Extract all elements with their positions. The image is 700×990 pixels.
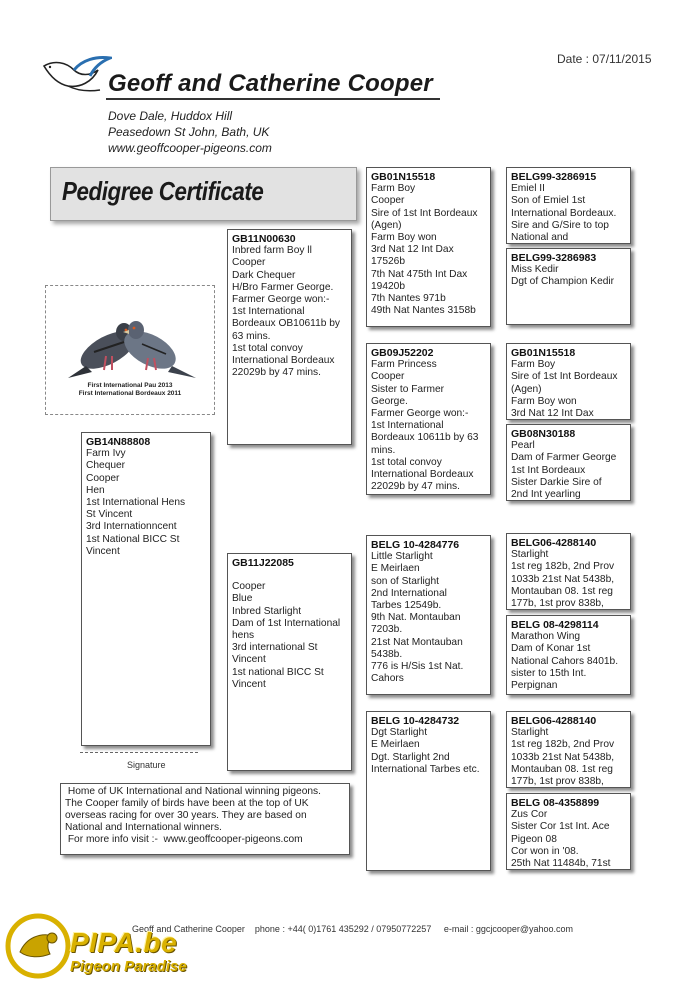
dam-line <box>232 569 347 581</box>
ggp-line: Emiel II <box>511 183 545 195</box>
sire-dam-line: 1st total convoy <box>371 456 442 468</box>
pipa-pigeon-icon <box>4 912 72 980</box>
breeder-name: Geoff and Catherine Cooper <box>108 70 433 97</box>
dam-line: 1st national BICC St <box>232 666 324 678</box>
ggp-line: 1033b 21st Nat 5438b, <box>511 573 615 585</box>
ggp-line: sister to 15th Int. <box>511 667 587 679</box>
dam-line: hens <box>232 630 255 642</box>
sire-line: Bordeaux OB10611b by <box>232 318 340 330</box>
sire-dam-line: Farmer George won:- <box>371 408 469 420</box>
sire-dam-line: 1st International <box>371 420 444 432</box>
sire-line: Inbred farm Boy ll <box>232 245 312 257</box>
subject-line: Hen <box>86 484 105 496</box>
dam-sire-line: son of Starlight <box>371 575 439 587</box>
ggp-line: Miss Kedir <box>511 264 559 276</box>
dam-dam-box <box>366 711 491 871</box>
ggp-line: Starlight <box>511 727 549 739</box>
ggp-line: Sister Cor 1st Int. Ace <box>511 821 610 833</box>
signature-label: Signature <box>127 760 166 770</box>
sire-dam-line: mins. <box>371 444 396 456</box>
ggp-line: 177b, 1st prov 838b, <box>511 598 604 610</box>
ggp-ring: BELG 08-4358899 <box>511 797 600 809</box>
sire-dam-line: Cooper <box>371 371 405 383</box>
ggp-line: International Bordeaux. <box>511 207 617 219</box>
sire-ring: GB11N00630 <box>232 233 296 245</box>
dam-sire-line: Little Starlight <box>371 551 433 563</box>
ggp-line: Marathon Wing <box>511 631 581 643</box>
dam-dam-line: E Meirlaen <box>371 739 420 751</box>
sire-line: Dark Chequer <box>232 269 296 281</box>
signature-line <box>80 752 198 753</box>
sire-line: H/Bro Farmer George. <box>232 281 334 293</box>
dam-sire-line: 2nd International <box>371 587 447 599</box>
info-line: overseas racing for over 30 years. They are based on <box>65 810 307 821</box>
address-line-1: Dove Dale, Huddox Hill <box>108 109 233 123</box>
ggp-line: Pigeon 08 <box>511 833 557 845</box>
sire-line: Cooper <box>232 257 266 269</box>
sire-dam-line: George. <box>371 395 408 407</box>
sire-sire-line: Farm Boy <box>371 183 416 195</box>
dam-sire-box <box>366 535 491 695</box>
ggp-line: Sister Darkie Sire of <box>511 476 602 488</box>
ggp-line: Montauban 08. 1st reg <box>511 585 613 597</box>
sire-sire-ring: GB01N15518 <box>371 171 436 183</box>
dam-sire-line: 5438b. <box>371 648 403 660</box>
ggp-line: Dgt of Champion Kedir <box>511 276 615 288</box>
sire-line: 1st total convoy <box>232 342 303 354</box>
dam-dam-ring: BELG 10-4284732 <box>371 715 460 727</box>
sire-line: 22029b by 47 mins. <box>232 367 321 379</box>
bird-logo-icon <box>40 52 112 96</box>
sire-box <box>227 229 352 445</box>
sire-dam-line: International Bordeaux <box>371 469 474 481</box>
ggp-ring: BELG06-4288140 <box>511 537 597 549</box>
dam-line: Dam of 1st International <box>232 617 341 629</box>
ggp-line: Sire of 1st Int Bordeaux <box>511 371 618 383</box>
ggp-box <box>506 167 631 244</box>
ggp-box <box>506 793 631 870</box>
subject-line: Chequer <box>86 460 126 472</box>
ggp-line: (Agen) <box>511 383 542 395</box>
ggp-line: Cor won in '08. <box>511 845 579 857</box>
certificate-date: Date : 07/11/2015 <box>557 52 652 66</box>
ggp-line: 25th Nat 11484b, 71st <box>511 858 611 870</box>
sire-dam-line: 22029b by 47 mins. <box>371 481 460 493</box>
pipa-watermark-name: PIPA.be <box>70 927 178 958</box>
sire-sire-line: Sire of 1st Int Bordeaux <box>371 207 478 219</box>
dam-sire-line: 776 is H/Sis 1st Nat. <box>371 661 464 673</box>
ggp-box <box>506 533 631 610</box>
ggp-line: Farm Boy won <box>511 395 577 407</box>
dam-sire-line: E Meirlaen <box>371 563 420 575</box>
ggp-line: Perpignan <box>511 680 558 692</box>
dam-dam-line: Dgt Starlight <box>371 727 428 739</box>
title-underline <box>106 98 440 100</box>
sire-sire-line: 17526b <box>371 256 405 268</box>
ggp-box <box>506 615 631 695</box>
info-line: For more info visit :- www.geoffcooper-pigeons.com <box>65 834 303 845</box>
ggp-ring: GB01N15518 <box>511 347 576 359</box>
ggp-box <box>506 343 631 420</box>
pigeons-image <box>46 286 214 414</box>
ggp-ring: BELG 08-4298114 <box>511 619 599 631</box>
dam-sire-line: Cahors <box>371 673 404 685</box>
pipa-watermark-tagline: Pigeon Paradise <box>70 958 187 975</box>
subject-line: Farm Ivy <box>86 448 126 460</box>
dam-line: Inbred Starlight <box>232 605 302 617</box>
dam-sire-line: Tarbes 12549b. <box>371 600 442 612</box>
dam-ring: GB11J22085 <box>232 557 294 569</box>
ggp-line: Sire and G/Sire to top <box>511 219 609 231</box>
sire-sire-line: 7th Nantes 971b <box>371 293 446 305</box>
dam-sire-line: 9th Nat. Montauban <box>371 612 461 624</box>
sire-sire-line: 19420b <box>371 280 405 292</box>
info-box <box>60 783 350 855</box>
dam-sire-line: 21st Nat Montauban <box>371 636 463 648</box>
ggp-ring: GB08N30188 <box>511 428 576 440</box>
sire-sire-line: 3rd Nat 12 Int Dax <box>371 244 454 256</box>
info-line: National and International winners. <box>65 822 222 833</box>
ggp-line: 177b, 1st prov 838b, <box>511 776 604 788</box>
ggp-line: Starlight <box>511 549 549 561</box>
subject-ring: GB14N88808 <box>86 436 151 448</box>
website-link[interactable]: www.geoffcooper-pigeons.com <box>108 141 272 155</box>
dam-line: Cooper <box>232 581 266 593</box>
dam-line: 3rd international St <box>232 642 318 654</box>
address-line-2: Peasedown St John, Bath, UK <box>108 125 270 139</box>
subject-line: St Vincent <box>86 509 133 521</box>
ggp-line: Zus Cor <box>511 809 548 821</box>
dam-dam-line: Dgt. Starlight 2nd <box>371 751 450 763</box>
dam-line: Blue <box>232 593 253 605</box>
sire-sire-box <box>366 167 491 327</box>
subject-line: 3rd Internationncent <box>86 521 177 533</box>
ggp-line: 2nd Int yearling <box>511 489 581 501</box>
subject-line: 1st International Hens <box>86 497 186 509</box>
sire-line: International Bordeaux <box>232 355 335 367</box>
ggp-line: Montauban 08. 1st reg <box>511 763 613 775</box>
sire-dam-line: Farm Princess <box>371 359 437 371</box>
ggp-box <box>506 711 631 788</box>
dam-sire-line: 7203b. <box>371 624 403 636</box>
dam-box <box>227 553 352 771</box>
sire-sire-line: Cooper <box>371 195 405 207</box>
ggp-line: National Cahors 8401b. <box>511 655 619 667</box>
sire-line: Farmer George won:- <box>232 294 330 306</box>
ggp-line: 1st reg 182b, 2nd Prov <box>511 561 615 573</box>
sire-sire-line: Farm Boy won <box>371 232 437 244</box>
ggp-box <box>506 424 631 501</box>
contact-footer: Geoff and Catherine Cooper phone : +44( 0)1761 435292 / 07950772257 e-mail : ggcjcooper@yahoo.com <box>132 924 574 934</box>
ggp-line: Dam of Farmer George <box>511 452 617 464</box>
ggp-box <box>506 248 631 325</box>
ggp-line: 1033b 21st Nat 5438b, <box>511 751 615 763</box>
subject-line: Cooper <box>86 472 120 484</box>
subject-box <box>81 432 211 746</box>
photo-caption-1: First International Pau 2013 <box>87 382 173 389</box>
pigeon-photo <box>45 285 215 415</box>
sire-line: 63 mins. <box>232 330 271 342</box>
dam-sire-ring: BELG 10-4284776 <box>371 539 460 551</box>
ggp-line: Dam of Konar 1st <box>511 643 591 655</box>
info-line: Home of UK International and National winning pigeons. <box>65 786 321 797</box>
ggp-line: Son of Emiel 1st <box>511 195 586 207</box>
ggp-line: 1st Int Bordeaux <box>511 464 586 476</box>
ggp-line: 1st reg 182b, 2nd Prov <box>511 739 615 751</box>
ggp-line: 3rd Nat 12 Int Dax <box>511 408 594 420</box>
sire-dam-box <box>366 343 491 495</box>
subject-line: 1st National BICC St <box>86 533 180 545</box>
sire-dam-line: Sister to Farmer <box>371 383 445 395</box>
ggp-ring: BELG99-3286983 <box>511 252 597 264</box>
dam-line: Vincent <box>232 654 266 666</box>
sire-sire-line: (Agen) <box>371 219 402 231</box>
dam-dam-line: International Tarbes etc. <box>371 763 480 775</box>
ggp-line: Pearl <box>511 440 535 452</box>
ggp-ring: BELG06-4288140 <box>511 715 597 727</box>
sire-sire-line: 49th Nat Nantes 3158b <box>371 305 476 317</box>
sire-dam-line: Bordeaux 10611b by 63 <box>371 432 479 444</box>
ggp-line: National and <box>511 232 569 244</box>
dam-line: Vincent <box>232 678 266 690</box>
photo-caption-2: First International Bordeaux 2011 <box>78 390 182 397</box>
sire-dam-ring: GB09J52202 <box>371 347 434 359</box>
ggp-line: Farm Boy <box>511 359 556 371</box>
sire-sire-line: 7th Nat 475th Int Dax <box>371 268 468 280</box>
ggp-ring: BELG99-3286915 <box>511 171 597 183</box>
certificate-title: Pedigree Certificate <box>62 176 264 206</box>
info-line: The Cooper family of birds have been at the top of UK <box>65 798 309 809</box>
subject-line: Vincent <box>86 545 120 557</box>
sire-line: 1st International <box>232 306 305 318</box>
